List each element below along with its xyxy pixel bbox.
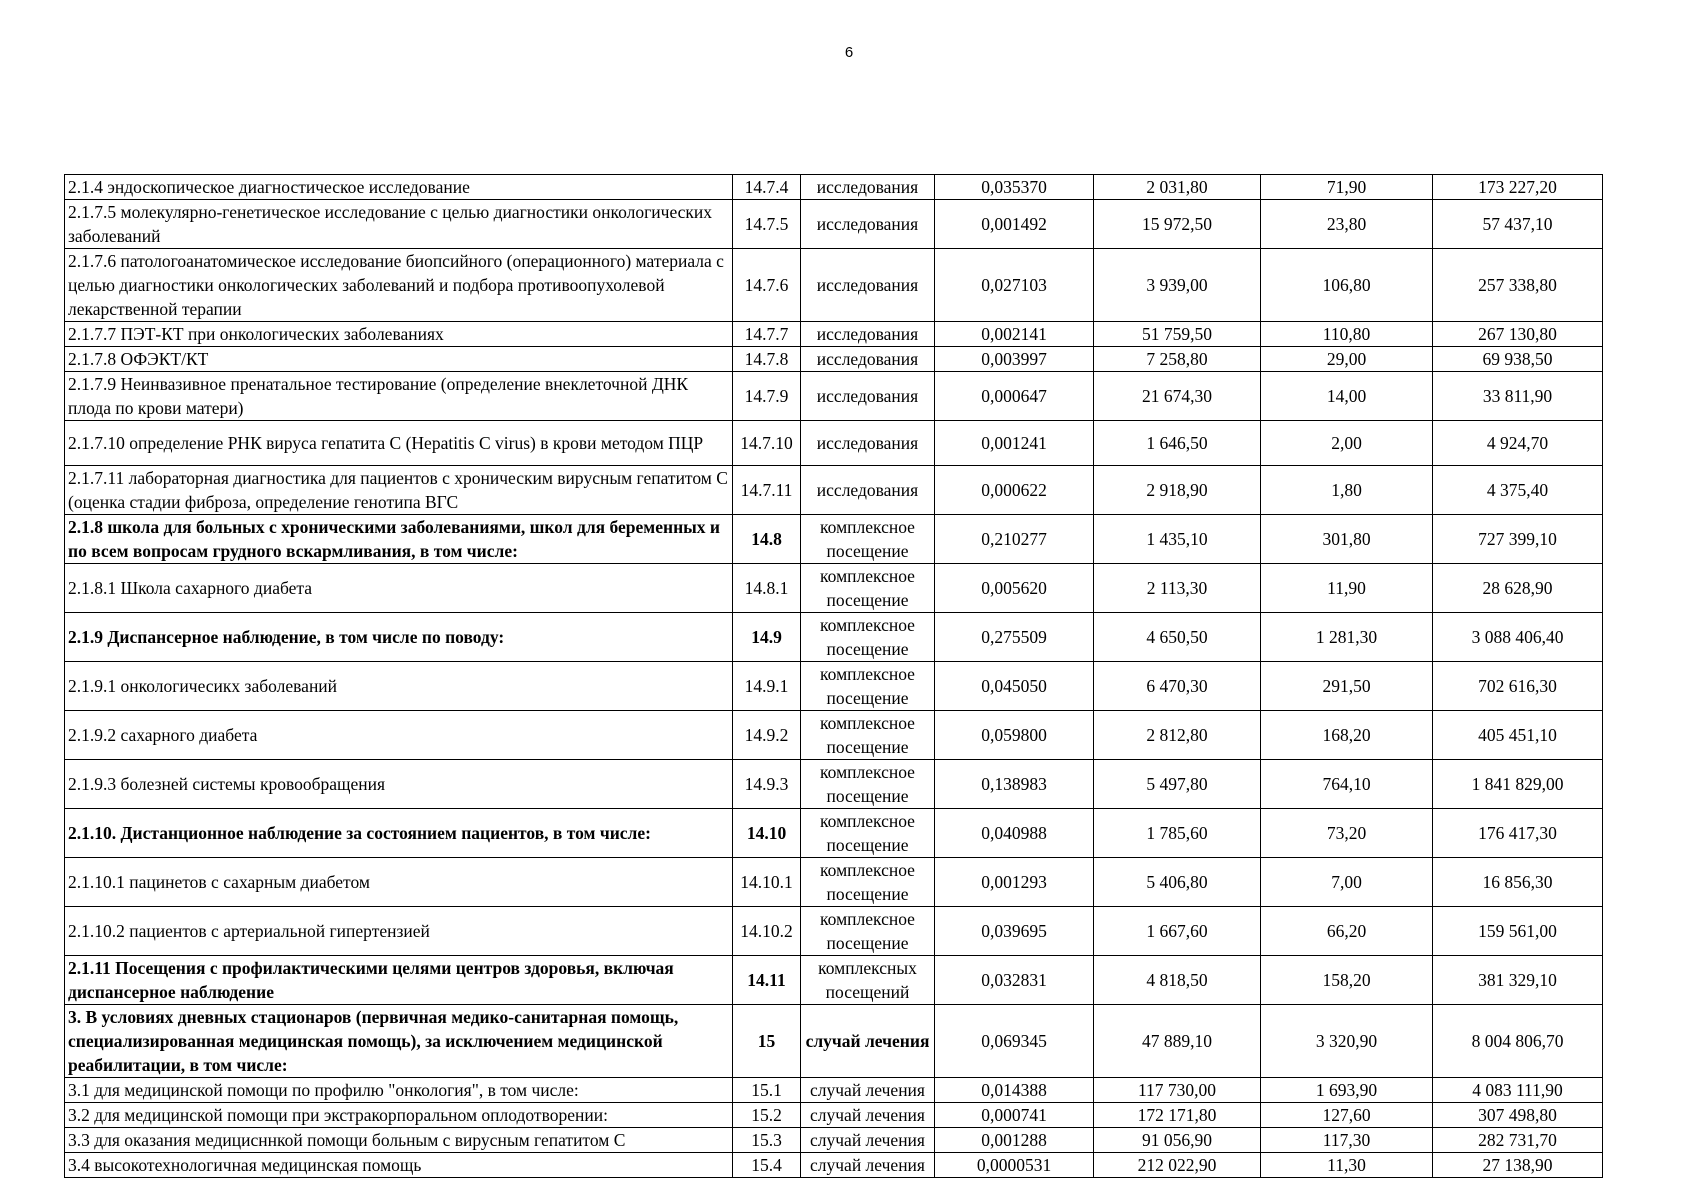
row-number: 14.7.8 bbox=[733, 347, 801, 372]
row-cost: 117 730,00 bbox=[1094, 1078, 1261, 1103]
row-per-capita: 7,00 bbox=[1261, 858, 1433, 907]
row-sum: 1 841 829,00 bbox=[1433, 760, 1603, 809]
row-cost: 172 171,80 bbox=[1094, 1103, 1261, 1128]
row-per-capita: 168,20 bbox=[1261, 711, 1433, 760]
row-norm: 0,001288 bbox=[935, 1128, 1094, 1153]
row-name: 2.1.4 эндоскопическое диагностическое исследование bbox=[65, 175, 733, 200]
table-row bbox=[65, 515, 1603, 564]
row-per-capita: 73,20 bbox=[1261, 809, 1433, 858]
row-name: 3.2 для медицинской помощи при экстракорпоральном оплодотворении: bbox=[65, 1103, 733, 1128]
row-cost: 2 812,80 bbox=[1094, 711, 1261, 760]
row-per-capita: 11,30 bbox=[1261, 1153, 1433, 1178]
row-sum: 282 731,70 bbox=[1433, 1128, 1603, 1153]
row-number: 15.1 bbox=[733, 1078, 801, 1103]
row-unit: случай лечения bbox=[801, 1153, 935, 1178]
row-per-capita: 1 693,90 bbox=[1261, 1078, 1433, 1103]
row-number: 14.7.4 bbox=[733, 175, 801, 200]
row-unit: комплексное посещение bbox=[801, 564, 935, 613]
row-number: 14.7.7 bbox=[733, 322, 801, 347]
table-row bbox=[65, 809, 1603, 858]
row-unit: исследования bbox=[801, 322, 935, 347]
row-cost: 91 056,90 bbox=[1094, 1128, 1261, 1153]
row-number: 14.11 bbox=[733, 956, 801, 1005]
row-cost: 1 785,60 bbox=[1094, 809, 1261, 858]
row-sum: 3 088 406,40 bbox=[1433, 613, 1603, 662]
table-row bbox=[65, 1005, 1603, 1078]
table-row bbox=[65, 1103, 1603, 1128]
row-norm: 0,001241 bbox=[935, 421, 1094, 466]
row-norm: 0,045050 bbox=[935, 662, 1094, 711]
row-sum: 173 227,20 bbox=[1433, 175, 1603, 200]
row-norm: 0,275509 bbox=[935, 613, 1094, 662]
row-sum: 28 628,90 bbox=[1433, 564, 1603, 613]
row-sum: 4 083 111,90 bbox=[1433, 1078, 1603, 1103]
page-number: 6 bbox=[844, 44, 854, 61]
row-unit: комплексное посещение bbox=[801, 613, 935, 662]
row-sum: 257 338,80 bbox=[1433, 249, 1603, 322]
row-cost: 2 918,90 bbox=[1094, 466, 1261, 515]
row-per-capita: 301,80 bbox=[1261, 515, 1433, 564]
row-per-capita: 117,30 bbox=[1261, 1128, 1433, 1153]
row-norm: 0,210277 bbox=[935, 515, 1094, 564]
row-sum: 57 437,10 bbox=[1433, 200, 1603, 249]
row-norm: 0,005620 bbox=[935, 564, 1094, 613]
row-unit: исследования bbox=[801, 200, 935, 249]
row-cost: 51 759,50 bbox=[1094, 322, 1261, 347]
row-norm: 0,039695 bbox=[935, 907, 1094, 956]
row-number: 14.9 bbox=[733, 613, 801, 662]
row-norm: 0,059800 bbox=[935, 711, 1094, 760]
row-name: 3.1 для медицинской помощи по профилю "онкология", в том числе: bbox=[65, 1078, 733, 1103]
row-norm: 0,027103 bbox=[935, 249, 1094, 322]
row-norm: 0,040988 bbox=[935, 809, 1094, 858]
row-unit: комплексное посещение bbox=[801, 515, 935, 564]
row-per-capita: 764,10 bbox=[1261, 760, 1433, 809]
row-per-capita: 158,20 bbox=[1261, 956, 1433, 1005]
table-body bbox=[65, 175, 1603, 1178]
row-sum: 702 616,30 bbox=[1433, 662, 1603, 711]
row-name: 2.1.11 Посещения с профилактическими целями центров здоровья, включая диспансерное наблюдение bbox=[65, 956, 733, 1005]
row-cost: 2 113,30 bbox=[1094, 564, 1261, 613]
row-number: 15.4 bbox=[733, 1153, 801, 1178]
row-unit: исследования bbox=[801, 421, 935, 466]
row-unit: случай лечения bbox=[801, 1103, 935, 1128]
row-name: 2.1.9.3 болезней системы кровообращения bbox=[65, 760, 733, 809]
row-per-capita: 2,00 bbox=[1261, 421, 1433, 466]
table-row bbox=[65, 1153, 1603, 1178]
row-norm: 0,014388 bbox=[935, 1078, 1094, 1103]
row-per-capita: 3 320,90 bbox=[1261, 1005, 1433, 1078]
row-unit: комплексное посещение bbox=[801, 711, 935, 760]
table-row bbox=[65, 200, 1603, 249]
row-name: 2.1.8 школа для больных с хроническими заболеваниями, школ для беременных и по всем вопросам грудного вскармливания, в том числе: bbox=[65, 515, 733, 564]
row-cost: 15 972,50 bbox=[1094, 200, 1261, 249]
row-per-capita: 11,90 bbox=[1261, 564, 1433, 613]
table-row bbox=[65, 421, 1603, 466]
table-row bbox=[65, 564, 1603, 613]
row-per-capita: 23,80 bbox=[1261, 200, 1433, 249]
row-sum: 27 138,90 bbox=[1433, 1153, 1603, 1178]
table-row bbox=[65, 858, 1603, 907]
row-norm: 0,002141 bbox=[935, 322, 1094, 347]
row-norm: 0,000741 bbox=[935, 1103, 1094, 1128]
row-unit: комплексное посещение bbox=[801, 760, 935, 809]
row-name: 3. В условиях дневных стационаров (первичная медико-санитарная помощь, специализированная медицинская помощь), за исключением медицинской реабилитации, в том числе: bbox=[65, 1005, 733, 1078]
table-row bbox=[65, 613, 1603, 662]
row-cost: 1 667,60 bbox=[1094, 907, 1261, 956]
row-per-capita: 127,60 bbox=[1261, 1103, 1433, 1128]
row-sum: 4 375,40 bbox=[1433, 466, 1603, 515]
row-cost: 212 022,90 bbox=[1094, 1153, 1261, 1178]
row-per-capita: 110,80 bbox=[1261, 322, 1433, 347]
row-unit: комплексное посещение bbox=[801, 662, 935, 711]
row-number: 15.3 bbox=[733, 1128, 801, 1153]
row-cost: 4 818,50 bbox=[1094, 956, 1261, 1005]
table-row bbox=[65, 760, 1603, 809]
row-sum: 267 130,80 bbox=[1433, 322, 1603, 347]
table-row bbox=[65, 466, 1603, 515]
row-unit: исследования bbox=[801, 249, 935, 322]
row-norm: 0,0000531 bbox=[935, 1153, 1094, 1178]
table-row bbox=[65, 249, 1603, 322]
row-name: 2.1.10. Дистанционное наблюдение за состоянием пациентов, в том числе: bbox=[65, 809, 733, 858]
row-unit: комплексное посещение bbox=[801, 809, 935, 858]
row-number: 14.7.6 bbox=[733, 249, 801, 322]
row-per-capita: 71,90 bbox=[1261, 175, 1433, 200]
row-number: 14.9.3 bbox=[733, 760, 801, 809]
row-norm: 0,000647 bbox=[935, 372, 1094, 421]
row-name: 2.1.9 Диспансерное наблюдение, в том числе по поводу: bbox=[65, 613, 733, 662]
row-name: 3.4 высокотехнологичная медицинская помощь bbox=[65, 1153, 733, 1178]
row-cost: 3 939,00 bbox=[1094, 249, 1261, 322]
table-row bbox=[65, 1128, 1603, 1153]
row-norm: 0,032831 bbox=[935, 956, 1094, 1005]
row-per-capita: 291,50 bbox=[1261, 662, 1433, 711]
row-norm: 0,000622 bbox=[935, 466, 1094, 515]
data-table bbox=[64, 174, 1603, 1178]
row-cost: 6 470,30 bbox=[1094, 662, 1261, 711]
row-number: 14.10.1 bbox=[733, 858, 801, 907]
table-row bbox=[65, 907, 1603, 956]
row-norm: 0,069345 bbox=[935, 1005, 1094, 1078]
row-number: 14.10 bbox=[733, 809, 801, 858]
row-unit: исследования bbox=[801, 347, 935, 372]
row-number: 14.10.2 bbox=[733, 907, 801, 956]
row-sum: 159 561,00 bbox=[1433, 907, 1603, 956]
row-sum: 33 811,90 bbox=[1433, 372, 1603, 421]
row-unit: комплексное посещение bbox=[801, 858, 935, 907]
table-row bbox=[65, 1078, 1603, 1103]
row-cost: 7 258,80 bbox=[1094, 347, 1261, 372]
row-cost: 4 650,50 bbox=[1094, 613, 1261, 662]
row-sum: 176 417,30 bbox=[1433, 809, 1603, 858]
row-cost: 2 031,80 bbox=[1094, 175, 1261, 200]
row-name: 2.1.8.1 Школа сахарного диабета bbox=[65, 564, 733, 613]
row-norm: 0,001492 bbox=[935, 200, 1094, 249]
row-unit: случай лечения bbox=[801, 1128, 935, 1153]
row-cost: 47 889,10 bbox=[1094, 1005, 1261, 1078]
row-name: 2.1.9.1 онкологичесикх заболеваний bbox=[65, 662, 733, 711]
row-unit: исследования bbox=[801, 175, 935, 200]
row-unit: комплексных посещений bbox=[801, 956, 935, 1005]
row-name: 2.1.9.2 сахарного диабета bbox=[65, 711, 733, 760]
row-per-capita: 66,20 bbox=[1261, 907, 1433, 956]
table-row bbox=[65, 662, 1603, 711]
row-cost: 1 435,10 bbox=[1094, 515, 1261, 564]
row-number: 15.2 bbox=[733, 1103, 801, 1128]
row-number: 14.7.5 bbox=[733, 200, 801, 249]
row-per-capita: 1 281,30 bbox=[1261, 613, 1433, 662]
row-unit: исследования bbox=[801, 372, 935, 421]
row-per-capita: 106,80 bbox=[1261, 249, 1433, 322]
row-unit: исследования bbox=[801, 466, 935, 515]
row-cost: 1 646,50 bbox=[1094, 421, 1261, 466]
row-unit: комплексное посещение bbox=[801, 907, 935, 956]
row-name: 2.1.10.1 пацинетов с сахарным диабетом bbox=[65, 858, 733, 907]
table-row bbox=[65, 175, 1603, 200]
row-unit: случай лечения bbox=[801, 1005, 935, 1078]
table-row bbox=[65, 956, 1603, 1005]
row-number: 14.9.2 bbox=[733, 711, 801, 760]
row-sum: 4 924,70 bbox=[1433, 421, 1603, 466]
row-name: 2.1.7.7 ПЭТ-КТ при онкологических заболеваниях bbox=[65, 322, 733, 347]
row-unit: случай лечения bbox=[801, 1078, 935, 1103]
row-per-capita: 14,00 bbox=[1261, 372, 1433, 421]
row-number: 14.7.10 bbox=[733, 421, 801, 466]
row-name: 2.1.7.11 лабораторная диагностика для пациентов с хроническим вирусным гепатитом С (оценка стадии фиброза, определение генотипа ВГС bbox=[65, 466, 733, 515]
row-cost: 21 674,30 bbox=[1094, 372, 1261, 421]
row-number: 14.9.1 bbox=[733, 662, 801, 711]
row-number: 14.7.11 bbox=[733, 466, 801, 515]
row-sum: 16 856,30 bbox=[1433, 858, 1603, 907]
table-row bbox=[65, 347, 1603, 372]
row-sum: 381 329,10 bbox=[1433, 956, 1603, 1005]
row-cost: 5 406,80 bbox=[1094, 858, 1261, 907]
row-sum: 69 938,50 bbox=[1433, 347, 1603, 372]
row-name: 2.1.7.6 патологоанатомическое исследование биопсийного (операционного) материала с целью диагностики онкологических заболеваний и подбора противоопухолевой лекарственной терапии bbox=[65, 249, 733, 322]
row-number: 15 bbox=[733, 1005, 801, 1078]
row-per-capita: 29,00 bbox=[1261, 347, 1433, 372]
row-sum: 8 004 806,70 bbox=[1433, 1005, 1603, 1078]
row-name: 2.1.7.10 определение РНК вируса гепатита С (Hepatitis C virus) в крови методом ПЦР bbox=[65, 421, 733, 466]
row-sum: 727 399,10 bbox=[1433, 515, 1603, 564]
row-number: 14.8 bbox=[733, 515, 801, 564]
row-name: 2.1.10.2 пациентов с артериальной гипертензией bbox=[65, 907, 733, 956]
table-row bbox=[65, 711, 1603, 760]
table-row bbox=[65, 322, 1603, 347]
row-name: 2.1.7.5 молекулярно-генетическое исследование с целью диагностики онкологических заболеваний bbox=[65, 200, 733, 249]
row-number: 14.7.9 bbox=[733, 372, 801, 421]
row-name: 2.1.7.9 Неинвазивное пренатальное тестирование (определение внеклеточной ДНК плода по крови матери) bbox=[65, 372, 733, 421]
row-norm: 0,138983 bbox=[935, 760, 1094, 809]
row-number: 14.8.1 bbox=[733, 564, 801, 613]
row-sum: 307 498,80 bbox=[1433, 1103, 1603, 1128]
row-norm: 0,003997 bbox=[935, 347, 1094, 372]
row-norm: 0,035370 bbox=[935, 175, 1094, 200]
table-row bbox=[65, 372, 1603, 421]
row-name: 3.3 для оказания медицисннкой помощи больным с вирусным гепатитом С bbox=[65, 1128, 733, 1153]
row-per-capita: 1,80 bbox=[1261, 466, 1433, 515]
row-sum: 405 451,10 bbox=[1433, 711, 1603, 760]
row-name: 2.1.7.8 ОФЭКТ/КТ bbox=[65, 347, 733, 372]
row-cost: 5 497,80 bbox=[1094, 760, 1261, 809]
row-norm: 0,001293 bbox=[935, 858, 1094, 907]
